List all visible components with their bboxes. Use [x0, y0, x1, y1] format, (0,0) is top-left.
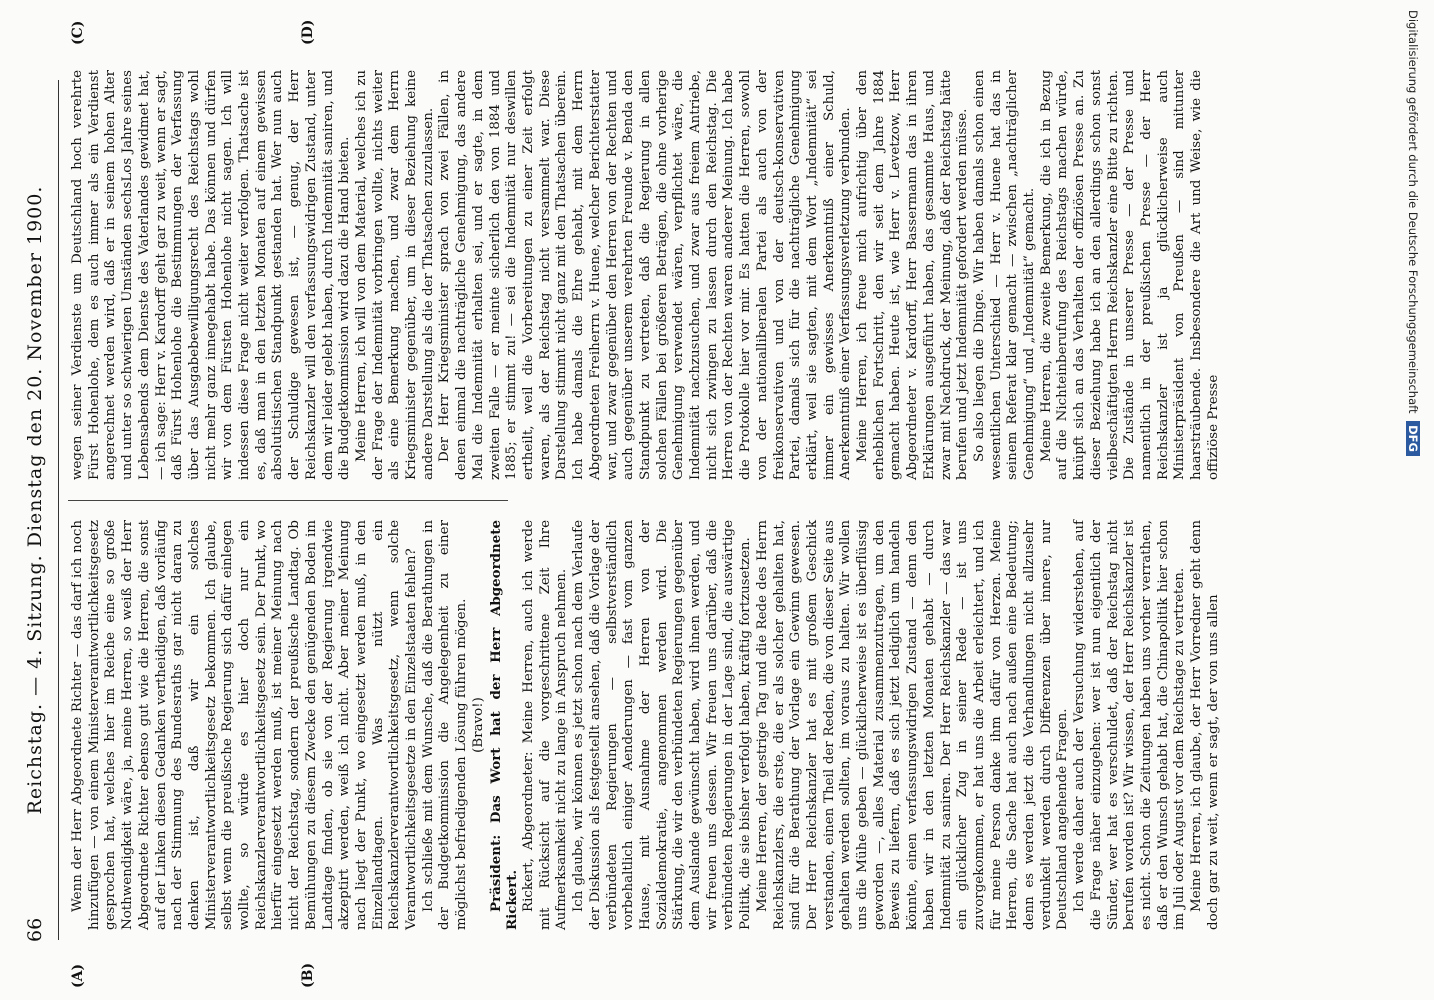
paragraph: Meine Herren, ich will von dem Material, welches ich zu der Frage der Indemnität vorbringen wollte, nichts weiter als eine Bemerkung machen, und zwar dem Herrn Kriegsminister gegenüber, um in dieser Beziehung keine andere Darstellung als die der Thatsachen zuzulassen.	[353, 70, 436, 480]
left-column	[70, 520, 1221, 930]
paragraph: Ich glaube, wir können es jetzt schon nach dem Verlaufe der Diskussion als festgestellt ansehen, daß die Vorlage der verbündeten Regierungen — selbstverständlich vorbehaltlich einiger Aenderungen — fast vom ganzen Hause, mit Ausnahme der Herren von der Sozialdemokratie, angenommen werden wird. Die Stärkung, die wir den verbündeten Regierungen gegenüber dem Auslande gewünscht haben, wird ihnen werden, und wir freuen uns dessen. Wir freuen uns darüber, daß die verbündeten Regierungen in der Lage sind, die auswärtige Politik, die sie bisher verfolgt haben, kräftig fortzusetzen.	[571, 520, 754, 930]
paragraph: Der Herr Kriegsminister sprach von zwei Fällen, in denen einmal die nachträgliche Genehmigung, das andere Mal die Indemnität erhalten sei, und er sagte, in dem zweiten Falle — er meinte sicherlich den von 1884 und 1885; er stimmt zu! — sei die Indemnität nur deswillen ertheilt, weil die Vorbereitungen zu einer Zeit erfolgt waren, als der Reichstag nicht versammelt war. Diese Darstellung stimmt nicht ganz mit den Thatsachen überein. Ich habe damals die Ehre gehabt, mit dem Herrn Abgeordneten Freiherrn v. Huene, welcher Berichterstatter war, und zwar gegenüber den Herren von der Rechten und auch gegenüber unserem verehrten Freunde v. Benda den Standpunkt zu vertreten, daß die Regierung in allen solchen Fällen bei größeren Beträgen, die ohne vorherige Genehmigung verwendet wären, verpflichtet wäre, die Indemnität nachzusuchen, und zwar aus freiem Antriebe, nicht sich zwingen zu lassen durch den Reichstag. Die Herren von der Rechten waren anderer Meinung. Ich habe die Protokolle hier vor mir. Es hatten die Herren, sowohl von der nationalliberalen Partei als auch von der freikonservativen und von der deutsch-konservativen Partei, damals sich für die nachträgliche Genehmigung erklärt, weil sie sagten, mit dem Wort „Indemnität“ sei immer ein gewisses Anerkenntniß einer Schuld, Anerkenntniß einer Verfassungsverletzung verbunden.	[437, 70, 854, 480]
page-header	[16, 30, 56, 970]
digitization-credit	[1402, 10, 1420, 690]
margin-marker-a: (A)	[70, 963, 86, 988]
president-statement: Präsident: Das Wort hat der Herr Abgeordnete Rickert.	[487, 520, 521, 930]
page-number: 66	[24, 917, 46, 942]
paragraph: Meine Herren, der gestrige Tag und die Rede des Herrn Reichskanzlers, die erste, die er als solcher gehalten hat, sind für die Berathung der Vorlage ein Gewinn gewesen. Der Herr Reichskanzler hat es mit großem Geschick verstanden, einen Theil der Reden, die von dieser Seite aus gehalten werden sollten, im voraus zu halten. Wir wollen uns die Mühe geben — glücklicherweise ist es überflüssig geworden —, alles Material zusammenzutragen, um den Beweis zu liefern, daß es sich jetzt lediglich um handeln könnte, einen verfassungswidrigen Zustand — denn den haben wir in den letzten Monaten gehabt — durch Indemnität zu saniren. Der Herr Reichskanzler — das war ein glücklicher Zug in seiner Rede — ist uns zuvorgekommen, er hat uns die Arbeit erleichtert, und ich für meine Person danke ihm dafür von Herzen. Meine Herren, die Sache hat auch nach außen eine Bedeutung; denn es werden jetzt die Verhandlungen nicht allzusehr verdunkelt werden durch Differenzen über innere, nur Deutschland angehende Fragen.	[754, 520, 1071, 930]
header-rule	[58, 80, 59, 940]
margin-marker-b: (B)	[300, 962, 316, 988]
page-title: Reichstag. — 4. Sitzung. Dienstag den 20. November 1900.	[24, 185, 46, 815]
right-column	[70, 70, 1221, 480]
applause-note: (Bravo!)	[470, 697, 486, 753]
paragraph: Wenn der Herr Abgeordnete Richter — das darf ich noch hinzufügen — von einem Ministerverantwortlichkeitsgesetz gesprochen hat, welches hier im Reiche eine so große Nothwendigkeit wäre, ja, meine Herren, so weiß der Herr Abgeordnete Richter ebenso gut wie die Herren, die sonst auf der Linken diesen Gedanken vertheidigen, daß vorläufig nach der Stimmung des Bundesraths gar nicht daran zu denken ist, daß wir ein solches Ministerverantwortlichkeitsgesetz bekommen. Ich glaube, selbst wenn die preußische Regierung sich dafür einlegen wollte, so würde es hier doch nur ein Reichskanzlerverantwortlichkeitsgesetz sein. Der Punkt, wo hierfür eingesetzt werden muß, ist meiner Meinung nach nicht der Reichstag, sondern der preußische Landtag. Ob Bemühungen zu diesem Zwecke den genügenden Boden im Landtage finden, ob sie von der Regierung irgendwie akzeptirt werden, weiß ich nicht. Aber meiner Meinung nach liegt der Punkt, wo eingesetzt werden muß, in den Einzellandtagen. Was nützt ein Reichskanzlerverantwortlichkeitsgesetz, wenn solche Verantwortlichkeitsgesetze in den Einzelstaaten fehlen?	[70, 520, 420, 930]
paragraph: So also liegen die Dinge. Wir haben damals schon einen wesentlichen Unterschied — Herr v. Huene hat das in seinem Referat klar gemacht — zwischen „nachträglicher Genehmigung“ und „Indemnität“ gemacht.	[971, 70, 1038, 480]
paragraph: Meine Herren, ich freue mich aufrichtig über den erheblichen Fortschritt, den wir seit dem Jahre 1884 gemacht haben. Heute ist, wie Herr v. Levetzow, Herr Abgeordneter v. Kardorff, Herr Bassermann das in ihren Erklärungen ausgeführt haben, das gesammte Haus, und zwar mit Nachdruck, der Meinung, daß der Reichstag hätte berufen und jetzt Indemnität gefordert werden müsse.	[855, 70, 971, 480]
margin-marker-c: (C)	[70, 20, 86, 45]
paragraph: wegen seiner Verdienste um Deutschland hoch verehrte Fürst Hohenlohe, dem es auch immer als ein Verdienst angerechnet werden wird, daß er in seinem hohen Alter und unter so schwierigen Umständen sechsLos Jahre seines Lebensabends dem Dienste des Vaterlandes gewidmet hat, — ich sage: Herr v. Kardorff geht gar zu weit, wenn er sagt, daß Fürst Hohenlohe die Bestimmungen der Verfassung über das Ausgabebewilligungsrecht des Reichstags wohl nicht mehr ganz innegehabt habe. Das können und dürfen wir von dem Fürsten Hohenlohe nicht sagen. Ich will indessen diese Frage nicht weiter verfolgen. Thatsache ist es, daß man in den letzten Monaten auf einem gewissen absolutistischen Standpunkt gestanden hat. Wer nun auch der Schuldige gewesen ist, — genug, der Herr Reichskanzler will den verfassungswidrigen Zustand, unter dem wir leider gelebt haben, durch Indemnität saniren, und die Budgetkommission wird dazu die Hand bieten.	[70, 70, 353, 480]
dfg-logo: DFG	[1406, 421, 1420, 456]
paragraph: Rickert, Abgeordneter: Meine Herren, auch ich werde mit Rücksicht auf die vorgeschrittene Zeit Ihre Aufmerksamkeit nicht zu lange in Anspruch nehmen.	[520, 520, 570, 930]
column-divider	[68, 500, 508, 501]
paragraph: Meine Herren, die zweite Bemerkung, die ich in Bezug auf die Nichteinberufung des Reichstags machen würde, knüpft sich an das Verhalten der offiziösen Presse an. Zu dieser Beziehung habe ich an den allerdings schon sonst vielbeschäftigten Herrn Reichskanzler eine Bitte zu richten. Die Zustände in unserer Presse — der Presse und namentlich in der preußischen Presse — der Herr Reichskanzler ist ja glücklicherweise auch Ministerpräsident von Preußen — sind mitunter haarsträubende. Insbesondere die Art und Weise, wie die offiziöse Presse	[1038, 70, 1221, 480]
paragraph: Meine Herren, ich glaube, der Herr Vorredner geht denn doch gar zu weit, wenn er sagt, der von uns allen	[1189, 520, 1221, 930]
digitization-text: Digitalisierung gefördert durch die Deutsche Forschungsgemeinschaft	[1406, 10, 1420, 414]
paragraph: Ich werde daher auch der Versuchung widerstehen, auf die Frage näher einzugehen: wer ist nun eigentlich der Sünder, wer hat es verschuldet, daß der Reichstag nicht berufen worden ist? Wir wissen, der Herr Reichskanzler ist es nicht. Schon die Zeitungen haben uns vorher verrathen, daß er den Wunsch gehabt hat, die Chinapolitik hier schon im Juli oder August vor dem Reichstage zu vertreten.	[1072, 520, 1188, 930]
margin-marker-d: (D)	[300, 19, 316, 45]
paragraph: Ich schließe mit dem Wunsche, daß die Berathungen in der Budgetkommission die Angelegenheit zu einer möglichst befriedigenden Lösung führen mögen.	[420, 520, 470, 930]
